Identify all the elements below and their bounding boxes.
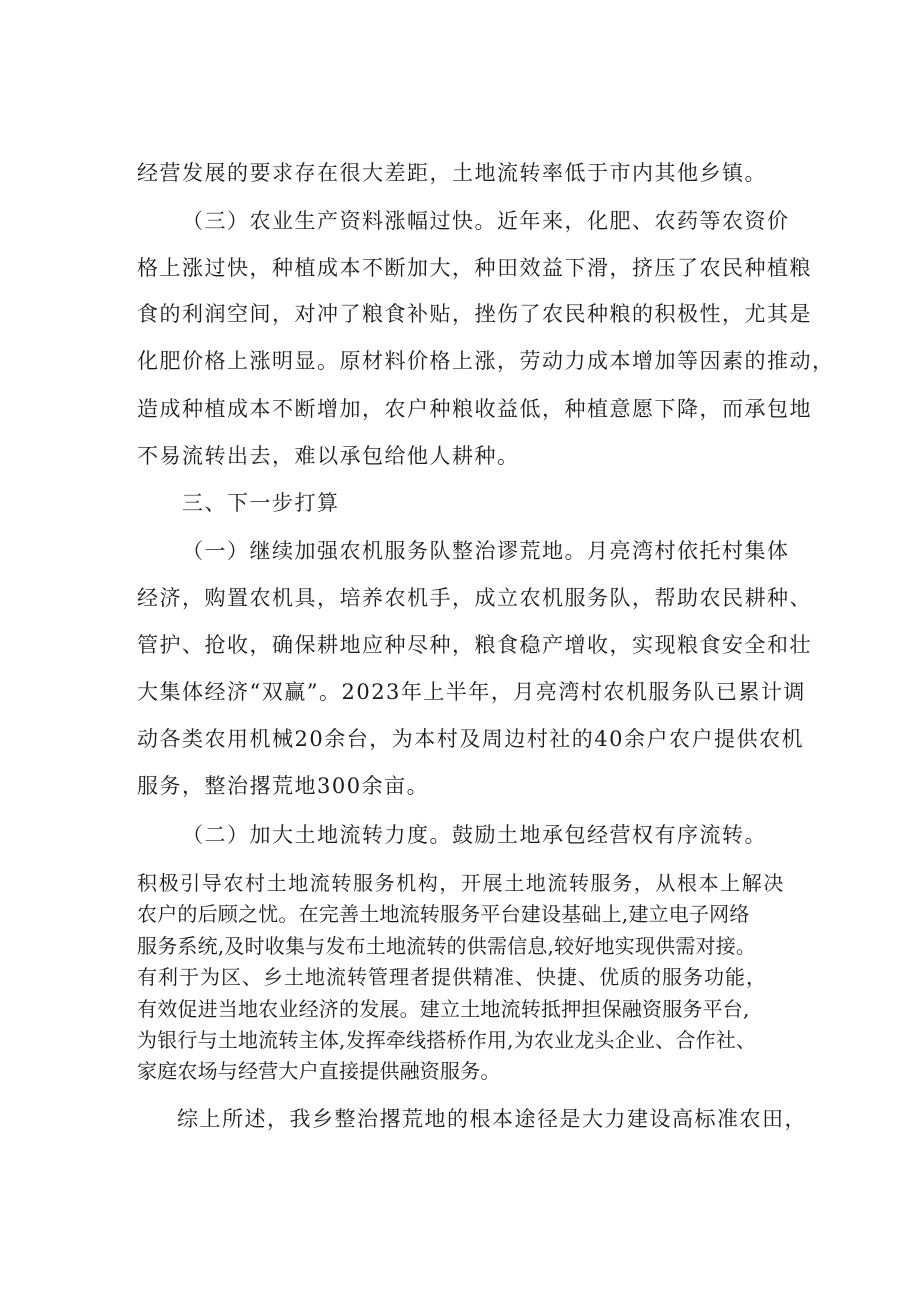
paragraph-line: 服务，整治撂荒地300余亩。: [137, 774, 430, 798]
paragraph-line: 化肥价格上涨明显。原材料价格上涨，劳动力成本增加等因素的推动，: [137, 349, 835, 373]
paragraph-line: 为银行与土地流转主体,发挥牵线搭桥作用,为农业龙头企业、合作社、: [137, 1028, 757, 1052]
paragraph-line: （三）农业生产资料涨幅过快。近年来，化肥、农药等农资价: [182, 209, 790, 233]
paragraph-line: 格上涨过快，种植成本不断加大，种田效益下滑，挤压了农民种植粮: [137, 256, 812, 280]
paragraph-line: 服务系统,及时收集与发布土地流转的供需信息,较好地实现供需对接。: [137, 934, 757, 958]
paragraph-line: 造成种植成本不断增加，农户种粮收益低，种植意愿下降，而承包地: [137, 397, 812, 421]
paragraph-line: 动各类农用机械20余台，为本村及周边村社的40余户农户提供农机: [137, 727, 804, 751]
paragraph-line: 大集体经济“双赢”。2023年上半年，月亮湾村农机服务队已累计调: [137, 680, 806, 704]
paragraph-line: 综上所述，我乡整治撂荒地的根本途径是大力建设高标准农田，: [177, 1107, 807, 1131]
paragraph-line: 经营发展的要求存在很大差距，土地流转率低于市内其他乡镇。: [137, 161, 767, 185]
paragraph-line: 家庭农场与经营大户直接提供融资服务。: [137, 1059, 501, 1083]
paragraph-line: 不易流转出去，难以承包给他人耕种。: [137, 444, 520, 468]
paragraph-line: （一）继续加强农机服务队整治谬荒地。月亮湾村依托村集体: [182, 539, 790, 563]
section-heading: 三、下一步打算: [182, 491, 340, 515]
paragraph-line: 积极引导农村土地流转服务机构，开展土地流转服务，从根本上解决: [137, 871, 785, 895]
paragraph-line: 有效促进当地农业经济的发展。建立土地流转抵押担保融资服务平台,: [137, 997, 750, 1021]
paragraph-line: 管护、抢收，确保耕地应种尽种，粮食稳产增收，实现粮食安全和壮: [137, 633, 812, 657]
paragraph-line: 有利于为区、乡土地流转管理者提供精准、快捷、优质的服务功能，: [137, 965, 767, 989]
paragraph-line: （二）加大土地流转力度。鼓励土地承包经营权有序流转。: [182, 823, 767, 847]
paragraph-line: 经济，购置农机具，培养农机手，成立农机服务队，帮助农民耕种、: [137, 586, 812, 610]
paragraph-line: 食的利润空间，对冲了粮食补贴，挫伤了农民种粮的积极性，尤其是: [137, 302, 812, 326]
paragraph-line: 农户的后顾之忧。在完善土地流转服务平台建设基础上,建立电子网络: [137, 902, 750, 926]
